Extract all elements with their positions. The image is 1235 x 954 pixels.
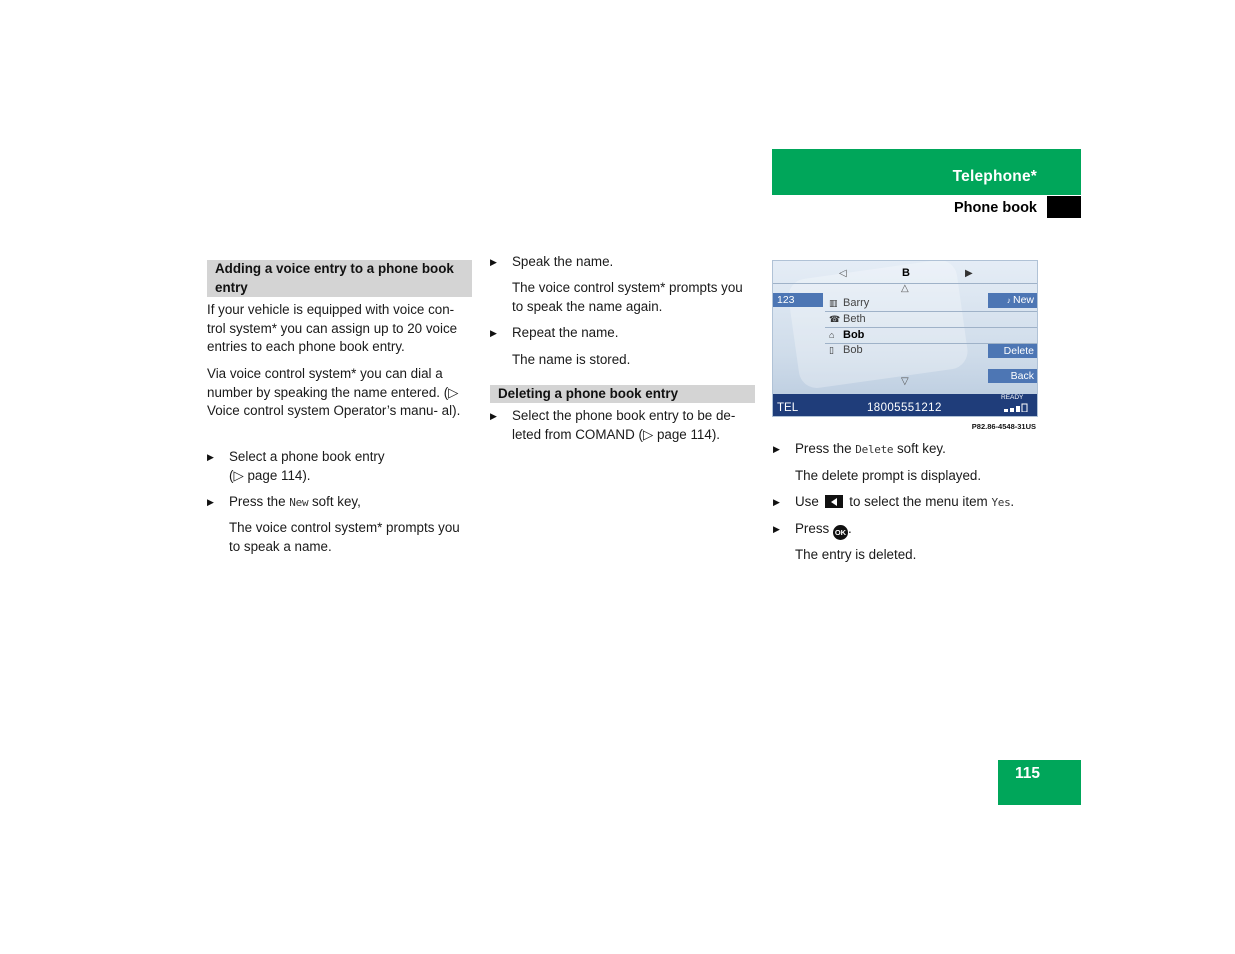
step-text: Use	[795, 494, 823, 509]
entry-name: Barry	[843, 297, 870, 309]
entry-name: Bob	[843, 344, 863, 356]
entry-name: Bob	[843, 329, 865, 341]
list-item-selected[interactable]	[829, 328, 864, 342]
current-letter: B	[902, 267, 910, 279]
down-arrow-icon: ▽	[901, 376, 909, 387]
mobile-icon: ▯	[829, 345, 834, 355]
new-key-label: New	[289, 496, 309, 509]
mode-label: TEL	[777, 402, 799, 414]
list-item[interactable]	[829, 312, 866, 326]
step-text: Select the phone book entry to be de- leted from COMAND (▷ page 114).	[512, 408, 736, 442]
page-reference: (▷ page 114).	[229, 467, 311, 483]
step-text: Press	[795, 521, 833, 536]
left-arrow-icon: ◁	[839, 268, 847, 279]
phone-icon: ☎	[829, 314, 841, 324]
status-bar	[773, 394, 1037, 416]
left-key-icon	[825, 495, 843, 508]
paragraph-voice-entries: If your vehicle is equipped with voice con- trol system* you can assign up to 20 voice entries to each phone book entry.	[207, 302, 458, 355]
step-text: soft key.	[893, 441, 946, 456]
step-text: Press the	[229, 494, 290, 509]
comand-phonebook-screen	[772, 260, 1038, 417]
soft-key-label: New	[1012, 294, 1034, 306]
ready-status: READY	[1001, 394, 1024, 401]
up-arrow-icon: △	[901, 283, 909, 294]
step-select-yes	[773, 493, 1039, 513]
step-speak-name	[490, 253, 756, 272]
step-select-entry	[207, 448, 473, 485]
step-result-prompt-name: The voice control system* prompts you to speak a name.	[229, 520, 460, 554]
step-text: soft key,	[308, 494, 361, 509]
section-title: Phone book	[954, 200, 1037, 216]
step-text: .	[1010, 494, 1015, 509]
tab-123[interactable]: 123	[773, 293, 823, 307]
home-icon: ⌂	[829, 330, 835, 340]
list-item[interactable]	[829, 343, 863, 357]
yes-menu-label: Yes	[991, 496, 1011, 509]
step-repeat-name	[490, 324, 756, 343]
soft-key-new[interactable]	[988, 293, 1038, 308]
step-result-delete-prompt: The delete prompt is displayed.	[795, 468, 982, 483]
voice-icon: ♪	[1006, 296, 1013, 305]
delete-key-label: Delete	[855, 443, 894, 456]
section-heading-delete-entry: Deleting a phone book entry	[490, 385, 755, 403]
step-press-delete	[773, 440, 1039, 460]
step-select-entry-delete	[490, 407, 756, 444]
step-text: to select the menu item	[845, 494, 992, 509]
soft-key-back[interactable]: Back	[988, 369, 1038, 383]
ok-button-icon: OK	[833, 525, 848, 540]
signal-strength-icon	[1004, 403, 1034, 412]
step-result-deleted: The entry is deleted.	[795, 547, 917, 562]
office-icon: ▥	[829, 298, 838, 308]
header-marker	[1047, 196, 1081, 218]
step-text: Press the	[795, 441, 856, 456]
step-text: Select a phone book entry	[229, 449, 385, 464]
soft-key-delete[interactable]: Delete	[988, 344, 1038, 358]
step-result-prompt-again: The voice control system* prompts you to speak the name again.	[512, 280, 743, 314]
right-arrow-icon: ▶	[965, 268, 973, 279]
dialed-number: 18005551212	[867, 402, 942, 414]
step-text: Repeat the name.	[512, 325, 619, 340]
step-press-new	[207, 493, 473, 513]
step-text: Speak the name.	[512, 254, 614, 269]
section-heading-add-voice-entry: Adding a voice entry to a phone book entry	[207, 260, 472, 297]
list-item[interactable]	[829, 296, 869, 310]
step-press-ok	[773, 520, 1039, 540]
step-result-stored: The name is stored.	[512, 352, 631, 367]
paragraph-voice-dial: Via voice control system* you can dial a number by speaking the name entered. (▷ Voice control system Operator’s manu- al).	[207, 366, 461, 419]
step-text: .	[847, 521, 852, 536]
figure-caption: P82.86-4548-31US	[971, 422, 1036, 431]
chapter-title: Telephone*	[952, 168, 1037, 185]
entry-name: Beth	[843, 313, 866, 325]
page-number: 115	[1014, 765, 1040, 782]
